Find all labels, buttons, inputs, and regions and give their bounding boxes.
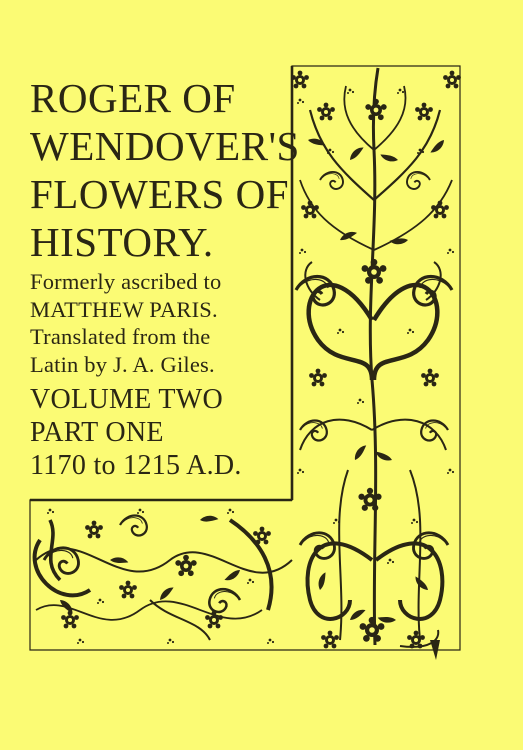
part-line: PART ONE <box>30 417 164 448</box>
subtitle-line-2: MATTHEW PARIS. <box>30 296 218 322</box>
title-line-1: ROGER OF <box>30 75 236 121</box>
volume-block <box>30 383 292 482</box>
title-line-4: HISTORY. <box>30 219 214 265</box>
title-line-2: WENDOVER'S <box>30 123 300 169</box>
date-range-line: 1170 to 1215 A.D. <box>30 450 242 481</box>
subtitle-line-1: Formerly ascribed to <box>30 269 222 294</box>
subtitle-line-4: Latin by J. A. Giles. <box>30 351 215 377</box>
subtitle-line-3: Translated from the <box>30 324 211 349</box>
volume-line: VOLUME TWO <box>30 384 224 415</box>
title-line-3: FLOWERS OF <box>30 171 290 217</box>
subtitle-block <box>30 268 292 378</box>
title-block <box>30 74 300 266</box>
